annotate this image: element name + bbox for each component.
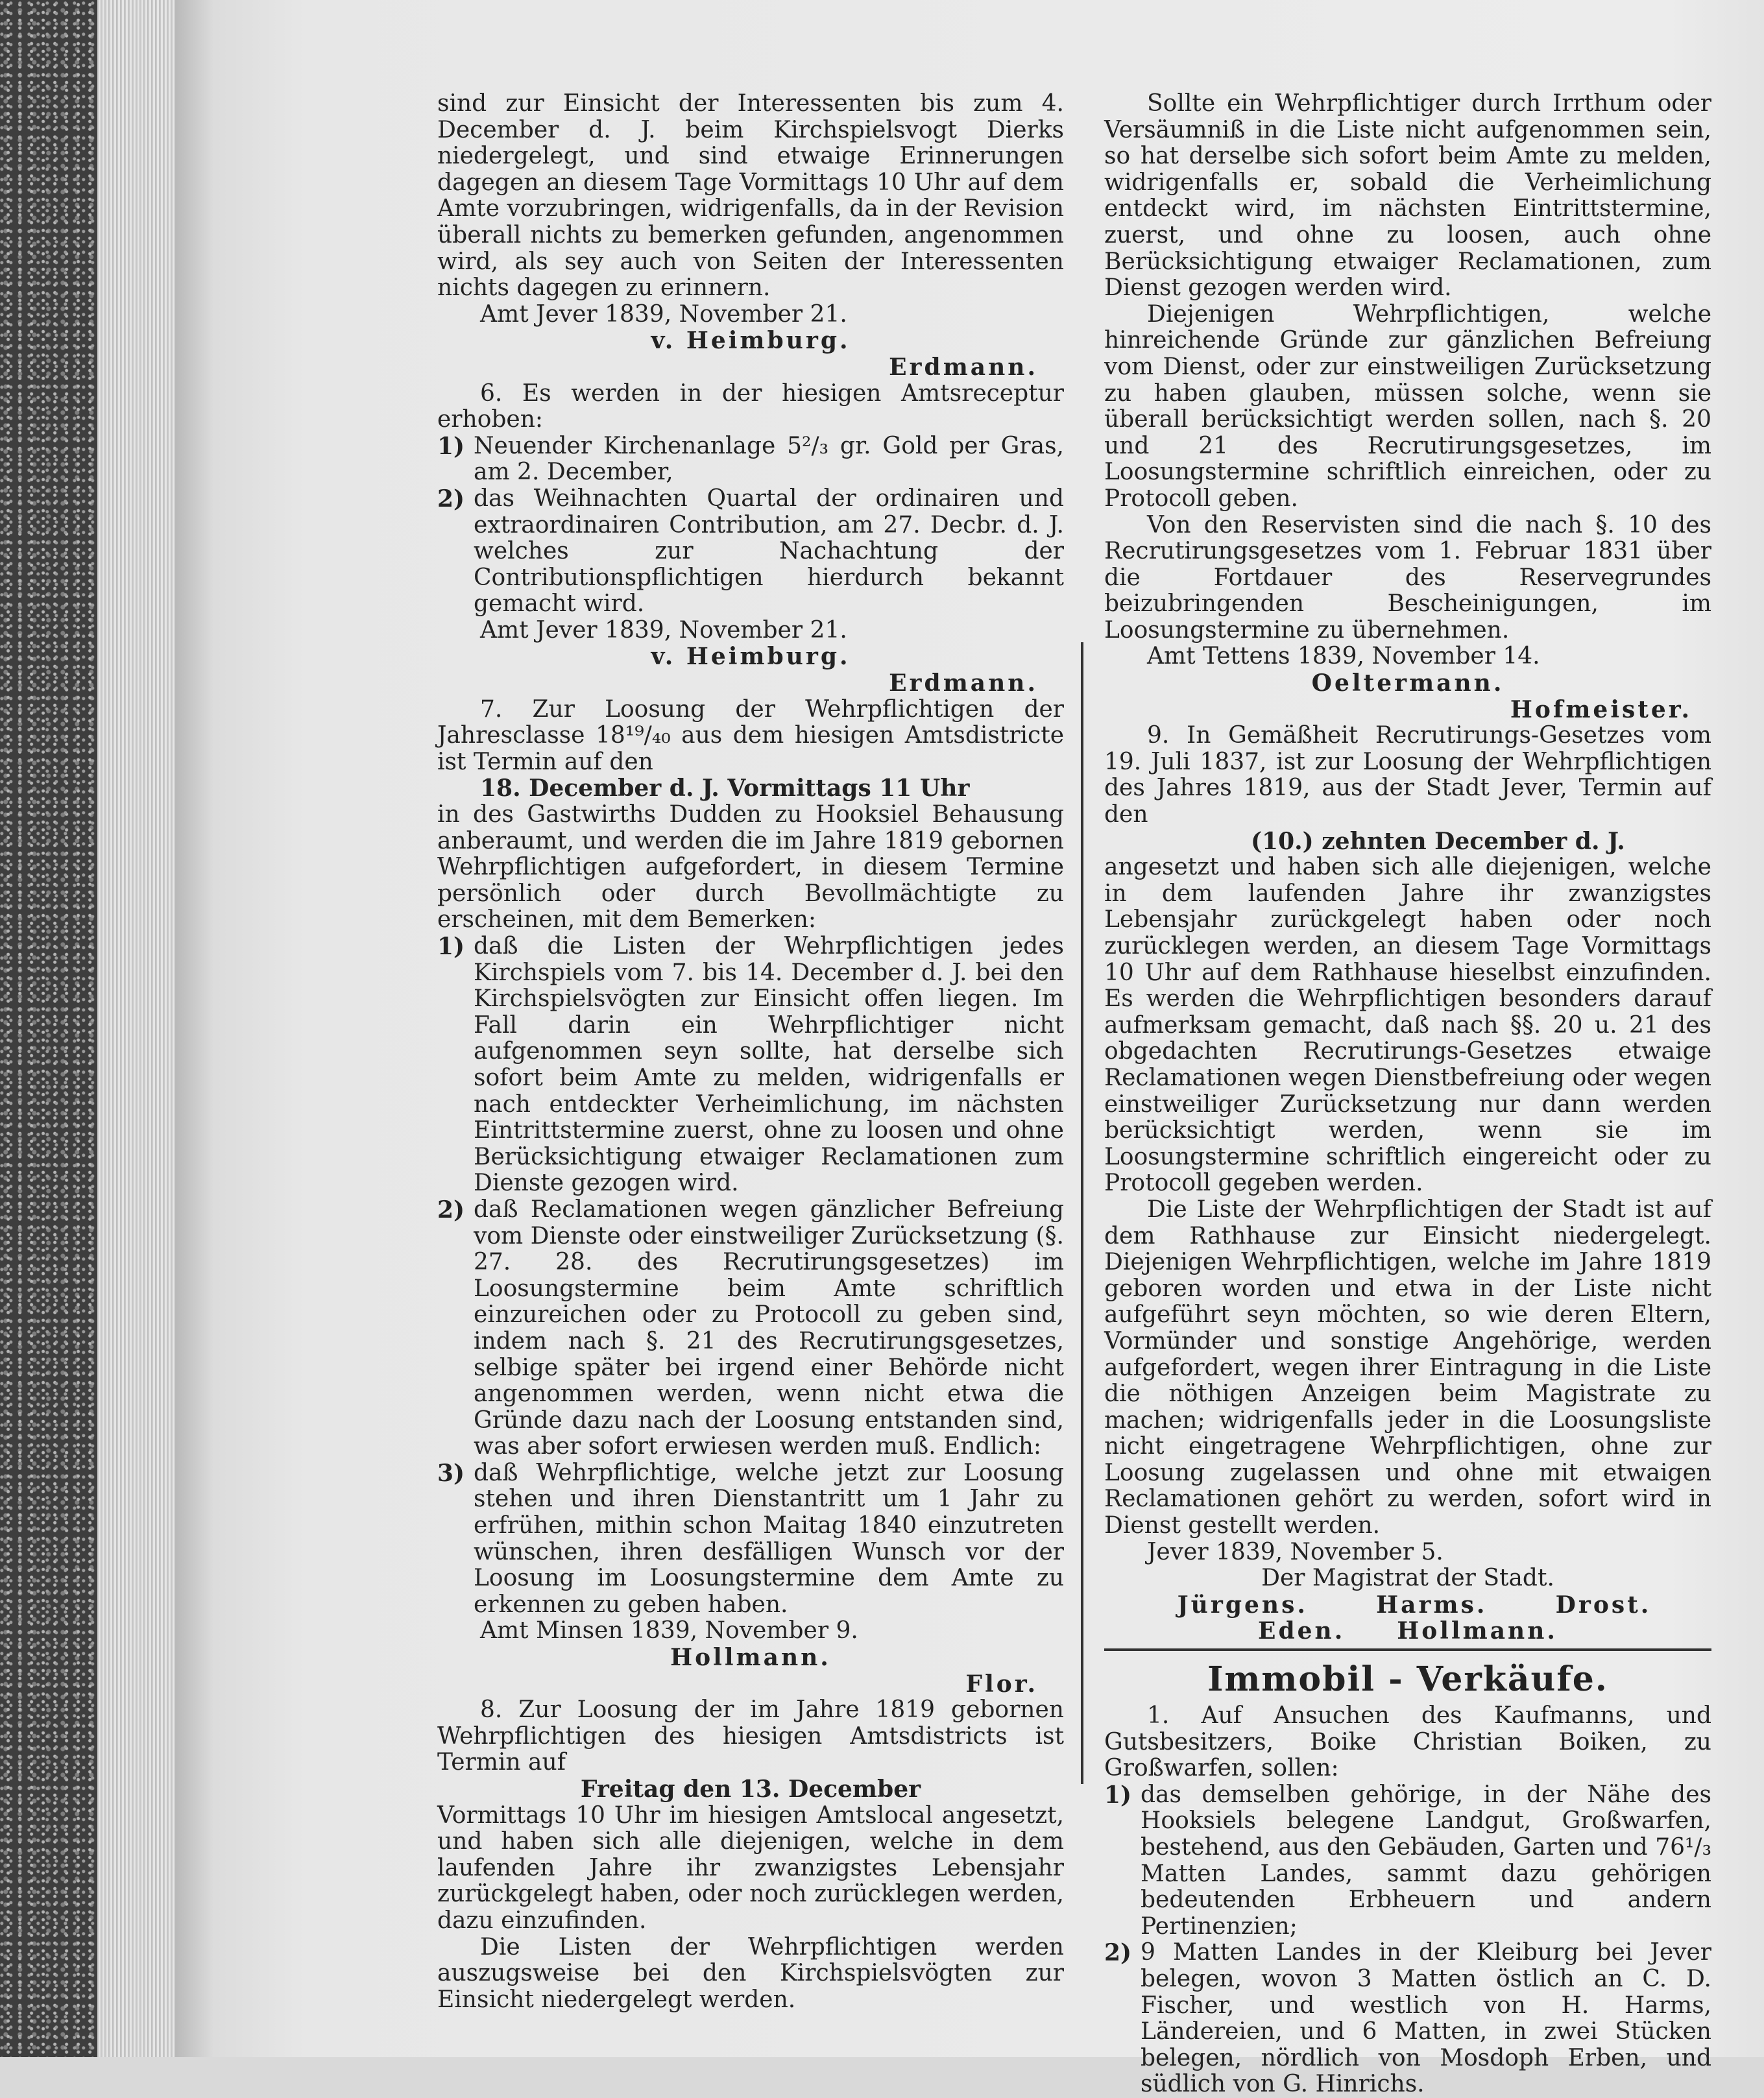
signature: Hollmann. <box>1397 1617 1558 1645</box>
continuation-paragraph-1: Sollte ein Wehrpflichtiger durch Irrthum oder Versäumniß in die Liste nicht aufgenommen sein, so hat derselbe sich sofort beim Amte zu melden, widrigenfalls er, sobald die Verheimlichung entdeckt wird, im nächsten Eintrittstermine, zuerst, und ohne zu loosen, auch ohne Berücksichtigung etwaiger Reclamationen, zum Dienst gezogen werden wird. <box>1104 90 1711 302</box>
signature: Drost. <box>1555 1591 1652 1619</box>
intro-signature-1: v. Heimburg. <box>651 327 851 355</box>
notice-8-date-line: Freitag den 13. December <box>580 1776 921 1803</box>
signature: Eden. <box>1258 1617 1346 1645</box>
item-number: 3) <box>437 1459 465 1487</box>
notice-9-date: Jever 1839, November 5. <box>1147 1538 1444 1565</box>
notice-7-date: Amt Minsen 1839, November 9. <box>480 1617 858 1645</box>
notice-7-body: in des Gastwirths Dudden zu Hooksiel Behausung anberaumt, und werden die im Jahre 1819 gebornen Wehrpflichtigen aufgefordert, in diesem Termine persönlich oder durch Bevollmächtigte zu erscheinen, mit dem Bemerken: <box>437 801 1064 934</box>
signature: Jürgens. <box>1177 1591 1308 1619</box>
sale-1-intro: 1. Auf Ansuchen des Kaufmanns, und Gutsbesitzers, Boike Christian Boiken, zu Großwarfen, sollen: <box>1104 1702 1711 1782</box>
notice-9-body: angesetzt und haben sich alle diejenigen, welche in dem laufenden Jahre ihr zwanzigstes Lebensjahr zurückgelegt haben oder noch zurücklegen werden, an diesem Tage Vormittags 10 Uhr auf dem Rathhause hieselbst einzufinden. Es werden die Wehrpflichtigen besonders darauf aufmerksam gemacht, daß nach §§. 20 u. 21 des obgedachten Recrutirungs-Gesetzes etwaige Reclamationen wegen Dienstbefreiung oder wegen einstweiliger Zurücksetzung nur dann werden berücksichtigt werden, wenn sie im Loosungstermine schriftlich eingereicht oder zu Protocoll gegeben werden. <box>1104 854 1711 1197</box>
page-stack-edge <box>97 0 175 2057</box>
book-binding-edge <box>0 0 97 2057</box>
notice-7-date-line: 18. December d. J. Vormittags 11 Uhr <box>480 775 970 802</box>
sale-1-item-2 <box>1104 1940 1711 2098</box>
notice-6-signature-1: v. Heimburg. <box>651 643 851 671</box>
item-number: 2) <box>437 1196 465 1224</box>
intro-paragraph: sind zur Einsicht der Interessenten bis zum 4. December d. J. beim Kirchspielsvogt Dierks niedergelegt, und sind etwaige Erinnerungen dagegen an diesem Tage Vormittags 10 Uhr auf dem Amte vorzubringen, widrigenfalls, da in der Revision überall nichts zu bemerken gefunden, angenommen wird, als sey auch von Seiten der Interessenten nichts dagegen zu erinnern. <box>437 90 1064 302</box>
continuation-signature-2: Hofmeister. <box>1510 695 1692 723</box>
continuation-date: Amt Tettens 1839, November 14. <box>1147 643 1540 670</box>
left-column <box>437 91 1064 2013</box>
sale-1-item-1 <box>1104 1782 1711 1940</box>
notice-8-body-2: Die Listen der Wehrpflichtigen werden auszugsweise bei den Kirchspielsvögten zur Einsicht niedergelegt werden. <box>437 1933 1064 2013</box>
notice-9-office: Der Magistrat der Stadt. <box>1261 1565 1554 1592</box>
notice-9-date-line: (10.) zehnten December d. J. <box>1251 827 1625 855</box>
notice-6-item-2 <box>437 486 1064 618</box>
right-column <box>1104 91 1711 2098</box>
notice-7-signature-1: Hollmann. <box>670 1644 831 1672</box>
notice-9-intro: 9. In Gemäßheit Recrutirungs-Gesetzes vom 19. Juli 1837, ist zur Loosung der Wehrpflichtigen des Jahres 1819, aus der Stadt Jever, Termin auf den <box>1104 722 1711 828</box>
section-heading: Immobil - Verkäufe. <box>1207 1659 1608 1700</box>
item-text: daß Wehrpflichtige, welche jetzt zur Loosung stehen und ihren Dienstantritt um 1 Jahr zu erfrühen, mithin schon Maitag 1840 einzutreten wünschen, ihren desfälligen Wunsch vor der Loosung im Loosungstermine dem Amte zu erkennen zu geben haben. <box>474 1459 1064 1618</box>
notice-6-item-1 <box>437 433 1064 486</box>
item-number: 1) <box>1104 1781 1132 1809</box>
continuation-paragraph-3: Von den Reservisten sind die nach §. 10 des Recrutirungsgesetzes vom 1. Februar 1831 über die Fortdauer des Reservegrundes beizubringenden Bescheinigungen, im Loosungstermine zu übernehmen. <box>1104 511 1711 644</box>
item-text: 9 Matten Landes in der Kleiburg bei Jever belegen, wovon 3 Matten östlich an C. D. Fischer, und westlich von H. Harms, Ländereien, und 6 Matten, in zwei Stücken belegen, nördlich von Mosdoph Erben, und südlich von G. Hinrichs. <box>1141 1939 1711 2098</box>
item-text: daß die Listen der Wehrpflichtigen jedes Kirchspiels vom 7. bis 14. December d. J. bei den Kirchspielsvögten zur Einsicht offen liegen. Im Fall darin ein Wehrpflichtiger nicht aufgenommen seyn sollte, hat derselbe sich sofort beim Amte zu melden, widrigenfalls er nach entdeckter Verheimlichung, im nächsten Eintrittstermine zuerst, ohne zu loosen und ohne Berücksichtigung etwaiger Reclamationen zum Dienste gezogen wird. <box>474 933 1064 1197</box>
notice-7-signature-2: Flor. <box>965 1670 1038 1698</box>
intro-signature-2: Erdmann. <box>889 353 1038 381</box>
notice-7-item-1 <box>437 934 1064 1197</box>
notice-6-date: Amt Jever 1839, November 21. <box>480 616 847 644</box>
item-text: daß Reclamationen wegen gänzlicher Befreiung vom Dienste oder einstweiliger Zurücksetzung (§. 27. 28. des Recrutirungsgesetzes) im Loosungstermine beim Amte schriftlich einzureichen oder zu Protocoll zu geben sind, indem nach §. 21 des Recrutirungsgesetzes, selbige später bei irgend einer Behörde nicht angenommen werden, wenn nicht etwa die Gründe dazu nach der Loosung entstanden sind, was aber sofort erwiesen werden muß. Endlich: <box>474 1196 1064 1460</box>
notice-8-intro: 8. Zur Loosung der im Jahre 1819 gebornen Wehrpflichtigen des hiesigen Amtsdistricts ist Termin auf <box>437 1696 1064 1776</box>
item-text: das demselben gehörige, in der Nähe des Hooksiels belegene Landgut, Großwarfen, bestehend, aus den Gebäuden, Garten und 76¹/₃ Matten Landes, sammt dazu gehörigen bedeutenden Erbheuern und andern Pertinenzien; <box>1141 1781 1711 1940</box>
notice-9-body-2: Die Liste der Wehrpflichtigen der Stadt ist auf dem Rathhause zur Einsicht niedergelegt. Diejenigen Wehrpflichtigen, welche im Jahre 1819 geboren worden und etwa in der Liste nicht aufgeführt seyn möchten, so wie deren Eltern, Vormünder und sonstige Angehörige, werden aufgefordert, wegen ihrer Eintragung in die Liste die nöthigen Anzeigen beim Magistrate zu machen; widrigenfalls jeder in die Loosungsliste nicht eingetragene Wehrpflichtigen, ohne zur Loosung zugelassen und ohne mit etwaigen Reclamationen gehört zu werden, sofort wird in Dienst gestellt werden. <box>1104 1196 1711 1539</box>
item-number: 2) <box>1104 1939 1132 1967</box>
continuation-signature-1: Oeltermann. <box>1311 669 1504 697</box>
notice-8-body: Vormittags 10 Uhr im hiesigen Amtslocal angesetzt, und haben sich alle diejenigen, welche in dem laufenden Jahre ihr zwanzigstes Lebensjahr zurückgelegt haben, oder noch zurücklegen werden, dazu einzufinden. <box>437 1802 1064 1934</box>
notice-9-signatures-row-2 <box>1104 1618 1711 1645</box>
notice-7-item-2 <box>437 1197 1064 1460</box>
item-number: 1) <box>437 933 465 960</box>
continuation-paragraph-2: Diejenigen Wehrpflichtigen, welche hinreichende Gründe zur gänzlichen Befreiung vom Dienst, oder zur einstweiligen Zurücksetzung zu haben glauben, müssen solche, wenn sie überall berücksichtigt werden sollen, nach §. 20 und 21 des Recrutirungsgesetzes, im Loosungstermine schriftlich einreichen, oder zu Protocoll geben. <box>1104 300 1711 512</box>
intro-date: Amt Jever 1839, November 21. <box>480 300 847 328</box>
item-text: das Weihnachten Quartal der ordinairen und extraordinairen Contribution, am 27. Decbr. d. J. welches zur Nachachtung der Contributionspflichtigen hierdurch bekannt gemacht wird. <box>474 485 1064 618</box>
notice-7-intro: 7. Zur Loosung der Wehrpflichtigen der Jahresclasse 18¹⁹/₄₀ aus dem hiesigen Amtsdistricte ist Termin auf den <box>437 695 1064 775</box>
item-number: 1) <box>437 432 465 460</box>
item-number: 2) <box>437 485 465 512</box>
section-divider <box>1104 1648 1711 1651</box>
item-text: Neuender Kirchenanlage 5²/₃ gr. Gold per Gras, am 2. December, <box>474 432 1064 486</box>
signature: Harms. <box>1376 1591 1488 1619</box>
column-divider <box>1081 642 1083 1784</box>
notice-9-signatures-row-1 <box>1104 1592 1711 1619</box>
notice-6-intro: 6. Es werden in der hiesigen Amtsreceptur erhoben: <box>437 380 1064 433</box>
notice-6-signature-2: Erdmann. <box>889 669 1038 697</box>
notice-7-item-3 <box>437 1460 1064 1619</box>
